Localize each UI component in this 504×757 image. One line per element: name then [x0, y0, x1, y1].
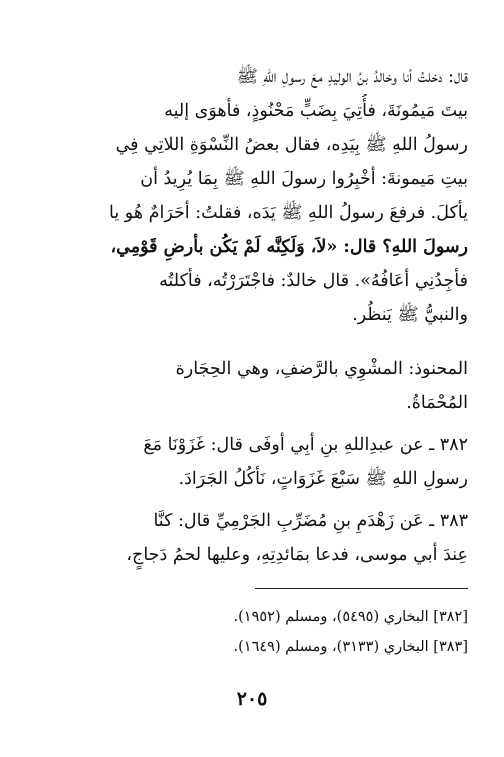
text-line: ٣٨٣ ـ عَن زَهْدَمِ بنِ مُضَرِّبِ الجَرْمِيِّ قال: كنَّا: [153, 511, 468, 531]
text-line: المُحْمَاةُ.: [406, 393, 468, 413]
text-line: بيتَ مَيمُونَةَ، فأُتِيَ بِضَبٍّ مَحْنُوذٍ، فأهوَى إليه: [164, 101, 468, 121]
hadith-main-paragraph: [36, 60, 468, 332]
text-line: والنبيُّ ﷺ يَنظُر.: [352, 305, 468, 325]
footnote-382: [٣٨٢] البخاري (٥٤٩٥)، ومسلم (١٩٥٢).: [233, 609, 468, 625]
text-line: رسولَ اللهِ؟ قال: «لاَ، وَلَكِنَّه لَمْ يَكُن بأرضِ قَوْمِي،: [110, 237, 468, 257]
page-number: ٢٠٥: [236, 688, 268, 710]
hadith-382-paragraph: [36, 428, 468, 496]
text-line: المحنوذ: المشْوِي بالرَّضفِ، وهي الحِجَارة: [175, 359, 468, 379]
text-line: رسولُ اللهِ ﷺ بِيَدِه، فقال بعضُ النِّسْوَةِ اللاتِي فِي: [115, 135, 468, 155]
text-line: بيتِ مَيمونةَ: أخْبِرُوا رسولَ اللهِ ﷺ بِمَا يُرِيدُ أن: [140, 169, 468, 189]
footnote-separator: [255, 588, 468, 589]
text-line: يأكلَ. فرفعَ رسولُ اللهِ ﷺ يَدَه، فقلتُ: أحَرَامٌ هُو يا: [109, 203, 468, 223]
text-line: ٣٨٢ ـ عن عبدِاللهِ بنِ أبِي أوفَى قال: غَزَوْنَا مَعَ: [143, 435, 468, 455]
gloss-paragraph: [36, 352, 468, 420]
text-line: فأجِدُنِي أعَافُهُ». قال خالدٌ: فاجْتَرَرْتُه، فأكلتُه: [159, 271, 468, 291]
text-line: عِندَ أبي موسى، فدعا بمَائدِتِهِ، وعليها لحمُ دَجاجٍ،: [126, 545, 468, 565]
text-line: رسولِ اللهِ ﷺ سَبْعَ غَزَوَاتٍ، نَأكُلُ الجَرَادَ.: [178, 469, 468, 489]
hadith-383-paragraph: [36, 504, 468, 572]
footnote-383: [٣٨٣] البخاري (٣١٣٣)، ومسلم (١٦٤٩).: [233, 639, 468, 655]
text-line: قال: دخلتُ أنا وخالدُ بنُ الوليدِ معَ رسولِ اللهِ ﷺ: [236, 67, 468, 87]
